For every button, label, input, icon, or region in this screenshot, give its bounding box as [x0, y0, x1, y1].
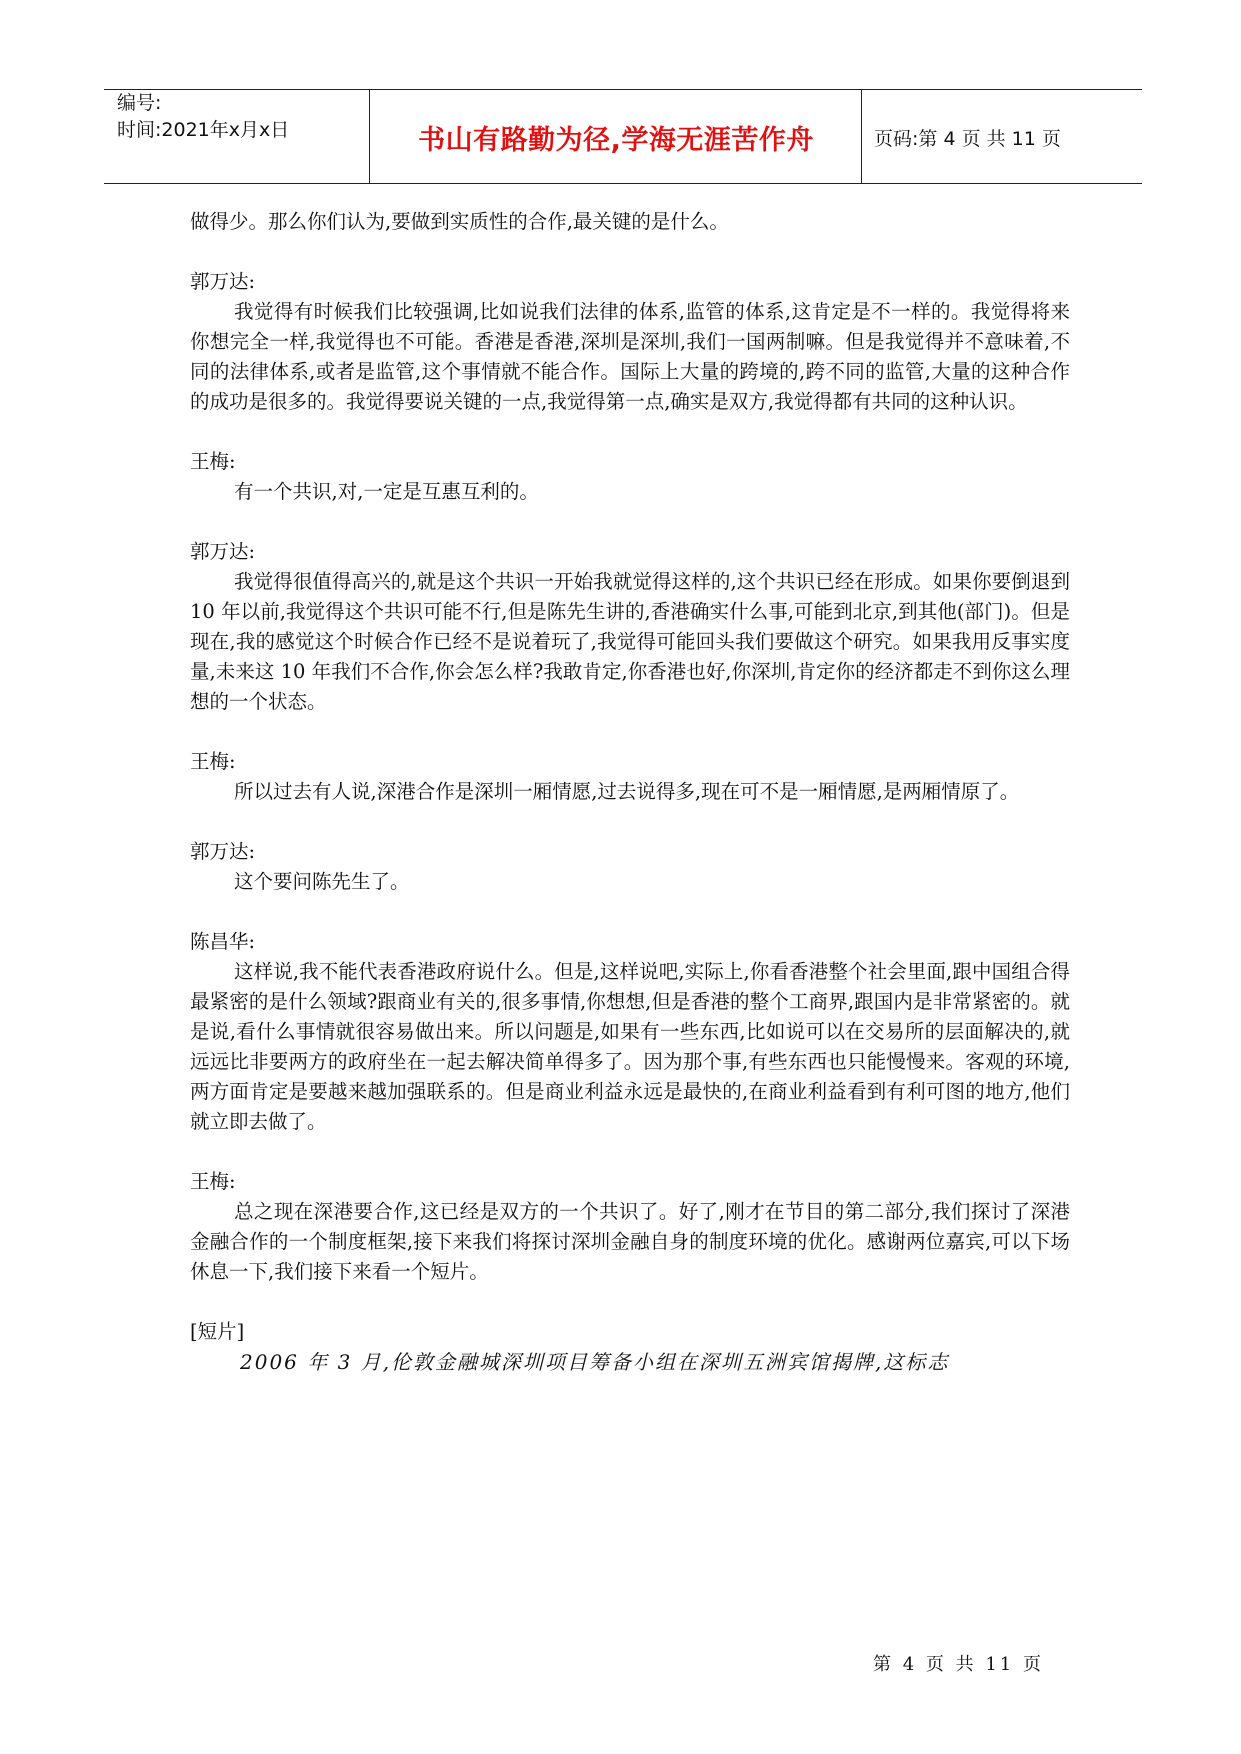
speaker-label: 王梅: [190, 1170, 236, 1193]
header-bottom-rule [104, 183, 1142, 184]
document-body [190, 207, 1070, 1377]
paragraph-gap [190, 417, 1070, 447]
dialogue-paragraph: 这个要问陈先生了。 [234, 870, 410, 893]
dialogue-paragraph: 有一个共识,对,一定是互惠互利的。 [234, 480, 539, 503]
header-motto: 书山有路勤为径,学海无涯苦作舟 [418, 125, 814, 156]
speaker-label: 郭万达: [190, 840, 256, 863]
header-divider-right [861, 89, 862, 183]
paragraph-gap [190, 807, 1070, 837]
dialogue-paragraph: 这样说,我不能代表香港政府说什么。但是,这样说吧,实际上,你看香港整个社会里面,跟中国组合得最紧密的是什么领域?跟商业有关的,很多事情,你想想,但是香港的整个工商界,跟国内是非常紧密的。就是说,看什么事情就很容易做出来。所以问题是,如果有一些东西,比如说可以在交易所的层面解决的,就远远比非要两方的政府坐在一起去解决简单得多了。因为那个事,有些东西也只能慢慢来。客观的环境,两方面肯定是要越来越加强联系的。但是商业利益永远是最快的,在商业利益看到有利可图的地方,他们就立即去做了。 [190, 960, 1070, 1133]
header-divider-left [369, 89, 370, 183]
dialogue-paragraph: 我觉得很值得高兴的,就是这个共识一开始我就觉得这样的,这个共识已经在形成。如果你要倒退到 10 年以前,我觉得这个共识可能不行,但是陈先生讲的,香港确实什么事,可能到北京,到其他(部门)。但是现在,我的感觉这个时候合作已经不是说着玩了,我觉得可能回头我们要做这个研究。如果我用反事实度量,未来这 10 年我们不合作,你会怎么样?我敢肯定,你香港也好,你深圳,肯定你的经济都走不到你这么理想的一个状态。 [190, 570, 1070, 713]
paragraph-gap [190, 717, 1070, 747]
speaker-label: 郭万达: [190, 270, 256, 293]
speaker-label: 郭万达: [190, 540, 256, 563]
paragraph-gap [190, 1137, 1070, 1167]
paragraph-gap [190, 237, 1070, 267]
clip-narration: 2006 年 3 月,伦敦金融城深圳项目筹备小组在深圳五洲宾馆揭牌,这标志 [240, 1350, 950, 1374]
page-footer: 第 4 页 共 11 页 [873, 1654, 1044, 1675]
speaker-label: 陈昌华: [190, 930, 256, 953]
header-time-label: 时间:2021年x月x日 [117, 119, 290, 141]
dialogue-paragraph: 我觉得有时候我们比较强调,比如说我们法律的体系,监管的体系,这肯定是不一样的。我觉得将来你想完全一样,我觉得也不可能。香港是香港,深圳是深圳,我们一国两制嘛。但是我觉得并不意味着,不同的法律体系,或者是监管,这个事情就不能合作。国际上大量的跨境的,跨不同的监管,大量的这种合作的成功是很多的。我觉得要说关键的一点,我觉得第一点,确实是双方,我觉得都有共同的这种认识。 [190, 300, 1070, 413]
continued-paragraph: 做得少。那么你们认为,要做到实质性的合作,最关键的是什么。 [190, 210, 729, 233]
paragraph-gap [190, 507, 1070, 537]
clip-marker: [短片] [190, 1320, 245, 1343]
paragraph-gap [190, 1287, 1070, 1317]
dialogue-paragraph: 所以过去有人说,深港合作是深圳一厢情愿,过去说得多,现在可不是一厢情愿,是两厢情原了。 [234, 780, 1020, 803]
paragraph-gap [190, 897, 1070, 927]
header-meta [117, 90, 289, 144]
speaker-label: 王梅: [190, 450, 236, 473]
dialogue-paragraph: 总之现在深港要合作,这已经是双方的一个共识了。好了,刚才在节目的第二部分,我们探讨了深港金融合作的一个制度框架,接下来我们将探讨深圳金融自身的制度环境的优化。感谢两位嘉宾,可以下场休息一下,我们接下来看一个短片。 [190, 1200, 1070, 1283]
header-number-label: 编号: [117, 92, 162, 114]
header-page-label: 页码:第 4 页 共 11 页 [874, 128, 1061, 150]
speaker-label: 王梅: [190, 750, 236, 773]
